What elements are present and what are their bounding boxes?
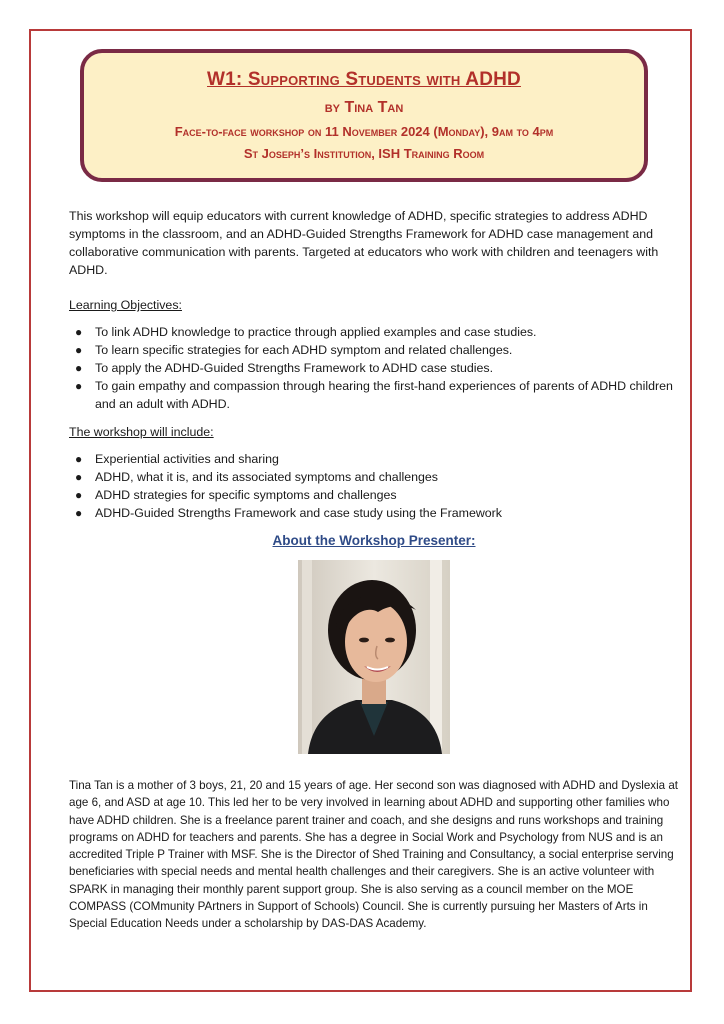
session-details: Face-to-face workshop on 11 November 2024 (Monday), 9am to 4pm	[174, 124, 554, 139]
list-item: ● ADHD strategies for specific symptoms and challenges	[75, 488, 397, 502]
bullet-icon: ●	[75, 470, 83, 484]
bullet-icon: ●	[75, 325, 83, 339]
bullet-icon: ●	[75, 452, 83, 466]
bullet-icon: ●	[75, 488, 83, 502]
presenter-byline: by Tina Tan	[324, 99, 404, 116]
list-item: ● ADHD, what it is, and its associated symptoms and challenges	[75, 470, 438, 484]
bullet-icon: ●	[75, 379, 83, 393]
includes-heading: The workshop will include:	[69, 425, 214, 439]
list-item: ● To apply the ADHD-Guided Strengths Framework to ADHD case studies.	[75, 361, 494, 375]
includes-list	[69, 450, 679, 522]
bullet-icon: ●	[75, 506, 83, 520]
list-item: ● To gain empathy and compassion through hearing the first-hand experiences of parents of ADHD children and an adult with ADHD.	[75, 379, 673, 411]
venue-details: St Joseph’s Institution, ISH Training Room	[243, 146, 485, 161]
objectives-heading: Learning Objectives:	[69, 298, 182, 312]
bullet-icon: ●	[75, 361, 83, 375]
main-content	[69, 207, 679, 754]
list-item: ● Experiential activities and sharing	[75, 452, 279, 466]
list-item: ● ADHD-Guided Strengths Framework and case study using the Framework	[75, 506, 502, 520]
bullet-icon: ●	[75, 343, 83, 357]
workshop-title: W1: Supporting Students with ADHD	[207, 69, 521, 90]
list-item: ● To learn specific strategies for each ADHD symptom and related challenges.	[75, 343, 513, 357]
objectives-list	[69, 323, 679, 413]
presenter-heading: About the Workshop Presenter:	[272, 533, 476, 548]
list-item: ● To link ADHD knowledge to practice through applied examples and case studies.	[75, 325, 537, 339]
presenter-photo	[298, 560, 450, 754]
intro-paragraph: This workshop will equip educators with current knowledge of ADHD, specific strategies to address ADHD symptoms in the classroom, and an ADHD-Guided Strengths Framework for ADHD case management and collaborative communication with parents. Targeted at educators who work with children and teenagers with ADHD.	[69, 209, 659, 277]
header-banner	[80, 49, 648, 182]
presenter-bio: Tina Tan is a mother of 3 boys, 21, 20 and 15 years of age. Her second son was diagnosed with ADHD and Dyslexia at age 6, and ASD at age 10. This led her to be very involved in learning about ADHD and supporting other families who have ADHD children. She is a freelance parent trainer and coach, and she designs and runs workshops and training programs on ADHD for teachers and parents. She has a degree in Social Work and Psychology from NUS and is an accredited Triple P Trainer with MSF. She is the Director of Shed Training and Consultancy, a social enterprise serving beneficiaries with special needs and mental health challenges and their caregivers. She is an active volunteer with SPARK in managing their monthly parent support group. She is also serving as a council member on the MOE COMPASS (COMmunity PArtners in Support of Schools) Council. She is currently pursuing her Masters of Arts in Special Education Needs under a scholarship by DAS-DAS Academy.	[69, 779, 679, 931]
